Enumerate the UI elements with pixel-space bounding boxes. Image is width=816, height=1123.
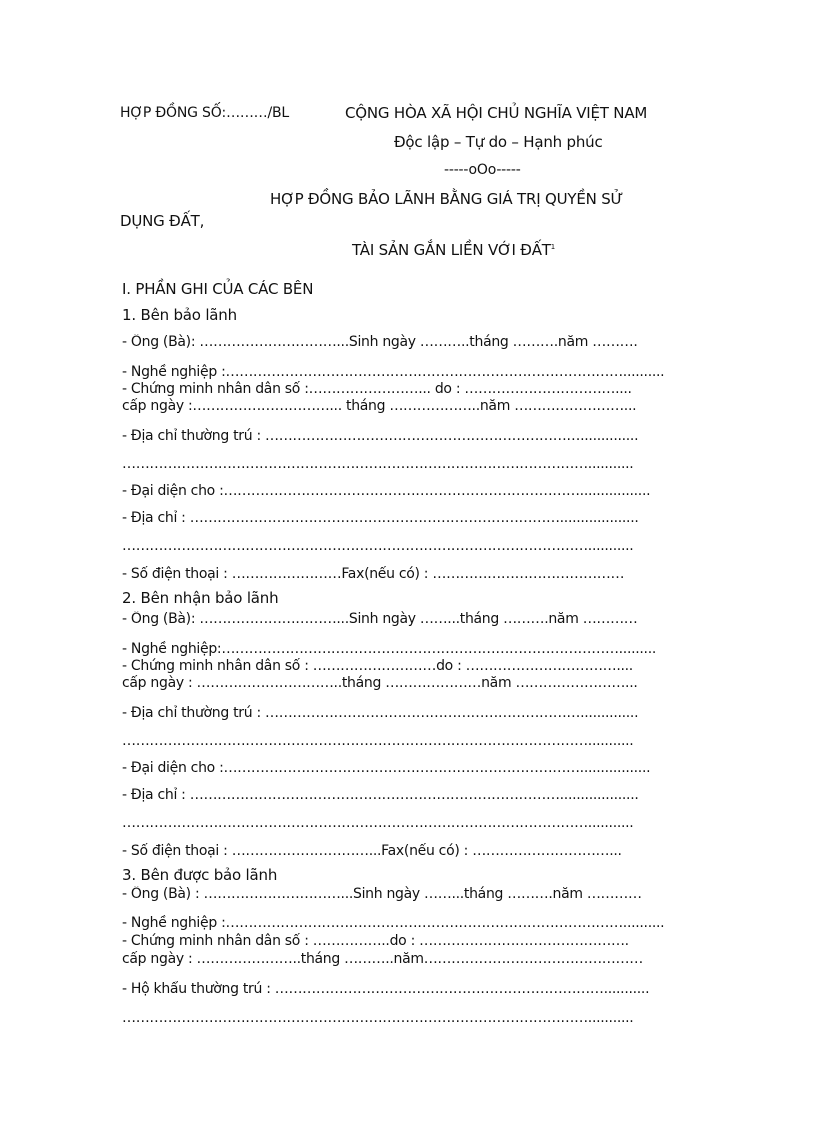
party2-representative-line: - Đại diện cho :……………………………………………………………………................. — [122, 760, 651, 776]
party1-id-line: - Chứng minh nhân dân số :……………………... do : …………………………….... — [122, 381, 632, 397]
party2-occupation-line: - Nghề nghiệp:……………………………………………………………………………......... — [122, 641, 656, 657]
header-separator: -----oOo----- — [444, 162, 521, 178]
party2-address-line: - Địa chỉ : ………………………………………………………………………................... — [122, 787, 639, 803]
party3-id-line: - Chứng minh nhân dân số : ……………..do : ………………………………………. — [122, 933, 629, 949]
document-title-line1: HỢP ĐỒNG BẢO LÃNH BẰNG GIÁ TRỊ QUYỀN SỬ — [270, 190, 624, 208]
party2-id-line: - Chứng minh nhân dân số : ………………………do : …………………………….... — [122, 658, 633, 674]
party2-address-cont-line: …………………………………………………………………………………………........... — [122, 815, 634, 831]
document-title-line2: DỤNG ĐẤT, — [120, 212, 205, 230]
party3-name-line: - Ông (Bà) : …………………………...Sinh ngày ……...tháng ……….năm ………… — [122, 886, 642, 902]
party2-phone-line: - Số điện thoại : …………………………...Fax(nếu có) : …………………………... — [122, 843, 622, 859]
party1-address-line: - Địa chỉ : ………………………………………………………………………................... — [122, 510, 639, 526]
party2-issue-date-line: cấp ngày : …………………………..tháng …………………năm ……………………... — [122, 675, 638, 691]
party1-issue-date-line: cấp ngày :…………………………... tháng ………………..năm ……………………... — [122, 398, 637, 414]
party1-occupation-line: - Nghề nghiệp :…………………………………………………………………………….......... — [122, 364, 665, 380]
party3-issue-date-line: cấp ngày : …………………..tháng ………..năm………………………………………… — [122, 951, 643, 967]
party1-representative-line: - Đại diện cho :……………………………………………………………………................. — [122, 483, 651, 499]
party2-name-line: - Ông (Bà): …………………………...Sinh ngày ……...tháng ……….năm ………… — [122, 611, 638, 627]
party1-phone-line: - Số điện thoại : ……………………Fax(nếu có) : …………………………………… — [122, 566, 625, 582]
party3-heading: 3. Bên được bảo lãnh — [122, 866, 278, 884]
party3-residence-line: - Hộ khẩu thường trú : ………………………………………………………………........... — [122, 981, 650, 997]
party1-address-cont-line: …………………………………………………………………………………………........... — [122, 538, 634, 554]
party1-name-line: - Ông (Bà): …………………………...Sinh ngày ………..tháng ……….năm ………. — [122, 334, 638, 350]
party1-residence-line: - Địa chỉ thường trú : …………………………………………………………….............. — [122, 428, 639, 444]
national-motto: Độc lập – Tự do – Hạnh phúc — [394, 133, 603, 151]
country-name: CỘNG HÒA XÃ HỘI CHỦ NGHĨA VIỆT NAM — [345, 104, 648, 122]
title-line3-text: TÀI SẢN GẮN LIỀN VỚI ĐẤT — [352, 241, 551, 259]
document-title-line3 — [352, 241, 555, 259]
contract-number: HỢP ĐỒNG SỐ:………/BL — [120, 105, 289, 121]
party1-heading: 1. Bên bảo lãnh — [122, 306, 237, 324]
party3-residence-cont-line: …………………………………………………………………………………………........... — [122, 1010, 634, 1026]
party2-residence-line: - Địa chỉ thường trú : …………………………………………………………….............. — [122, 705, 639, 721]
footnote-marker: 1 — [550, 243, 556, 251]
party3-occupation-line: - Nghề nghiệp :…………………………………………………………………………….......... — [122, 915, 665, 931]
party2-residence-cont-line: …………………………………………………………………………………………........... — [122, 733, 634, 749]
party1-residence-cont-line: …………………………………………………………………………………………........... — [122, 456, 634, 472]
section-heading: I. PHẦN GHI CỦA CÁC BÊN — [122, 280, 314, 298]
party2-heading: 2. Bên nhận bảo lãnh — [122, 589, 279, 607]
